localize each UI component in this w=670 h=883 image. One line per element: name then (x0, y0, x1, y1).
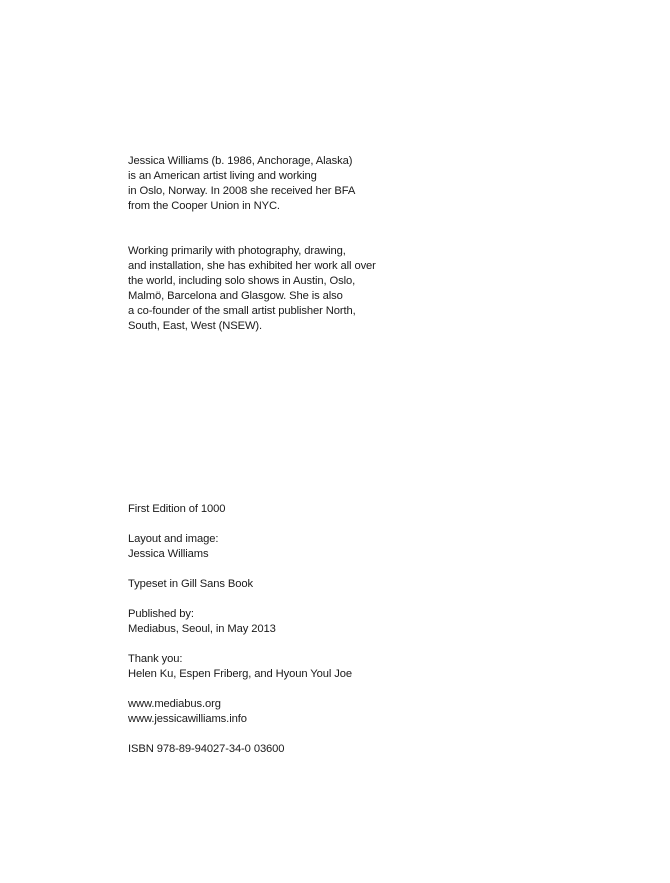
typeset-text: Typeset in Gill Sans Book (128, 578, 253, 590)
layout-credit-name: Jessica Williams (128, 548, 209, 560)
edition-text: First Edition of 1000 (128, 503, 226, 515)
bio-line: South, East, West (NSEW). (128, 320, 263, 332)
bio-line: Malmö, Barcelona and Glasgow. She is also (128, 290, 343, 302)
websites-entry (128, 697, 352, 727)
artist-bio-paragraph-2 (128, 244, 376, 334)
thanks-entry (128, 652, 352, 682)
bio-line: Jessica Williams (b. 1986, Anchorage, Alaska) (128, 155, 353, 167)
bio-line: a co-founder of the small artist publisher North, (128, 305, 356, 317)
artist-bio-paragraph-1 (128, 154, 355, 214)
isbn-text: ISBN 978-89-94027-34-0 03600 (128, 743, 285, 755)
bio-line: Working primarily with photography, drawing, (128, 245, 346, 257)
edition-entry (128, 502, 352, 517)
bio-line: is an American artist living and working (128, 170, 317, 182)
website-publisher-url: www.mediabus.org (128, 698, 221, 710)
website-artist-url: www.jessicawilliams.info (128, 713, 247, 725)
thanks-value: Helen Ku, Espen Friberg, and Hyoun Youl Joe (128, 668, 352, 680)
isbn-entry (128, 742, 352, 757)
publisher-value: Mediabus, Seoul, in May 2013 (128, 623, 276, 635)
bio-line: from the Cooper Union in NYC. (128, 200, 280, 212)
colophon (128, 502, 352, 772)
publisher-entry (128, 607, 352, 637)
layout-credit-label: Layout and image: (128, 533, 219, 545)
typeset-entry (128, 577, 352, 592)
thanks-label: Thank you: (128, 653, 183, 665)
bio-line: and installation, she has exhibited her work all over (128, 260, 376, 272)
bio-line: in Oslo, Norway. In 2008 she received her BFA (128, 185, 356, 197)
bio-line: the world, including solo shows in Austin, Oslo, (128, 275, 356, 287)
layout-credit-entry (128, 532, 352, 562)
publisher-label: Published by: (128, 608, 194, 620)
